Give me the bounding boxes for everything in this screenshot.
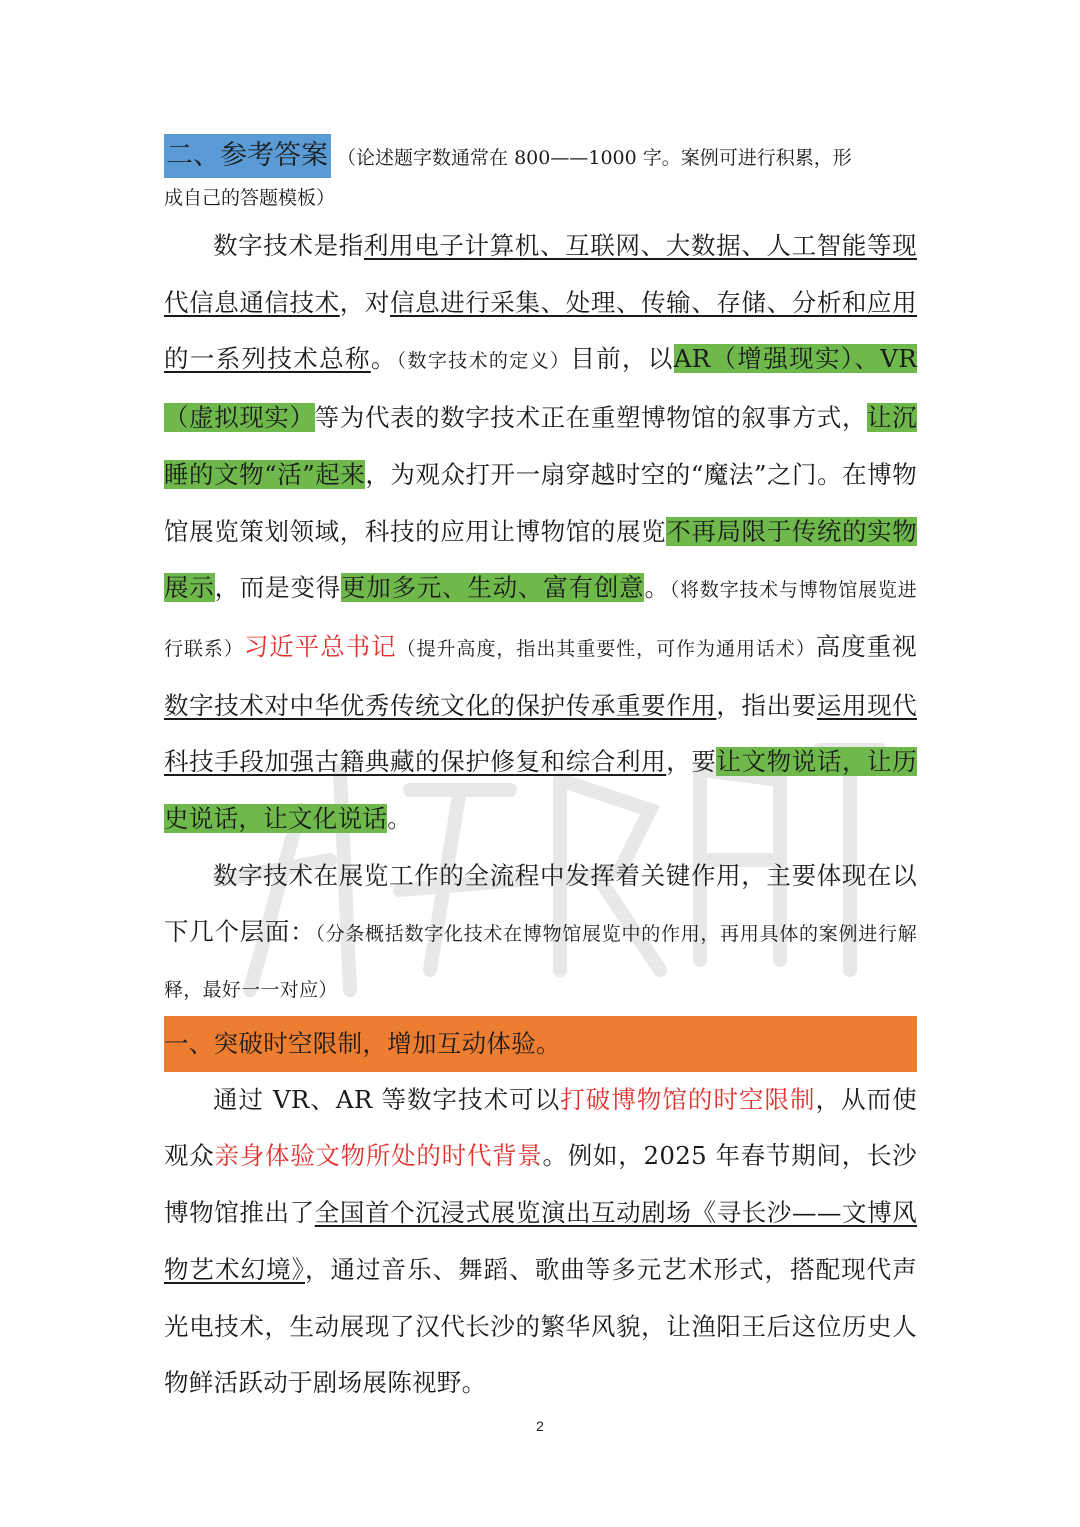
paragraph-levels	[164, 848, 917, 1016]
highlighted-text: 更加多元、生动、富有创意	[341, 573, 645, 603]
highlighted-text: AR（增强现实）、VR（虚拟现实）	[164, 344, 917, 433]
page-number: 2	[536, 1418, 544, 1434]
text-run: 。例如，2025 年春节期间，长沙博物馆推出了	[164, 1141, 917, 1228]
text-run: ，通过音乐、舞蹈、歌曲等多元艺术形式，搭配现代声光电技术，生动展现了汉代长沙的繁华风貌，让渔阳王后这位历史人物鲜活跃动于剧场展陈视野。	[164, 1254, 917, 1398]
highlighted-text: 让沉睡的文物“活”起来	[164, 403, 917, 489]
heading-note-continued: 成自己的答题模板）	[164, 187, 336, 209]
underlined-text: 全国首个沉浸式展览演出互动剧场《寻长沙——文博风物艺术幻境》	[164, 1198, 917, 1284]
text-run: ，对	[339, 287, 390, 317]
text-run: 通过 VR、AR 等数字技术可以	[213, 1084, 561, 1114]
text-run: ，从而使观众	[164, 1084, 918, 1171]
text-run: 目前，以	[570, 344, 674, 374]
text-run: 数字技术在展览工作的全流程中发挥着关键作用，主要体现在以下几个层面：	[164, 860, 917, 946]
heading-note: （论述题字数通常在 800——1000 字。案例可进行积累，形	[337, 147, 852, 169]
underlined-text: 利用电子计算机、互联网、大数据、人工智能等现代信息通信技术	[164, 231, 917, 317]
underlined-text: 数字技术对中华优秀传统文化的保护传承重要作用	[164, 690, 717, 720]
highlighted-text: 让文物说话，让历史说话，让文化说话	[164, 747, 918, 834]
answer-heading	[164, 134, 917, 178]
text-run: 。	[370, 344, 397, 374]
red-emphasis: 亲身体验文物所处的时代背景	[214, 1141, 543, 1171]
paragraph-definition	[164, 218, 917, 848]
highlighted-text: 不再局限于传统的实物展示	[164, 516, 918, 603]
red-emphasis: 打破博物馆的时空限制	[560, 1084, 816, 1114]
text-run: ，要	[666, 747, 717, 777]
paragraph-example	[164, 1072, 917, 1412]
underlined-text: 信息进行采集、处理、传输、存储、分析和应用的一系列技术总称	[164, 287, 917, 374]
text-run: 。	[644, 573, 670, 603]
annotation-note: （将数字技术与博物馆展览进行联系）	[164, 579, 917, 660]
heading-label: 二、参考答案	[164, 134, 331, 178]
annotation-note: （提升高度，指出其重要性，可作为通用话术）	[396, 637, 816, 660]
text-run: 等为代表的数字技术正在重塑博物馆的叙事方式，	[314, 403, 868, 433]
text-run: 。	[387, 804, 413, 834]
text-run: ，为观众打开一扇穿越时空的“魔法”之门。在博物馆展览策划领域，科技的应用让博物馆的展览	[164, 459, 918, 546]
annotation-note: （数字技术的定义）	[396, 350, 571, 373]
text-run: 数字技术是指	[213, 231, 364, 260]
annotation-note: （分条概括数字化技术在博物馆展览中的作用，再用具体的案例进行解释，最好一一对应）	[164, 922, 917, 1001]
underlined-text: 运用现代科技手段加强古籍典藏的保护修复和综合利用	[164, 690, 918, 777]
text-run: ，指出要	[716, 690, 817, 720]
text-run: ，而是变得	[214, 573, 342, 603]
text-run: 高度重视	[815, 631, 917, 661]
section-heading-bar: 一、突破时空限制，增加互动体验。	[164, 1016, 917, 1072]
red-emphasis: 习近平总书记	[243, 631, 397, 661]
document-body	[164, 134, 917, 1412]
